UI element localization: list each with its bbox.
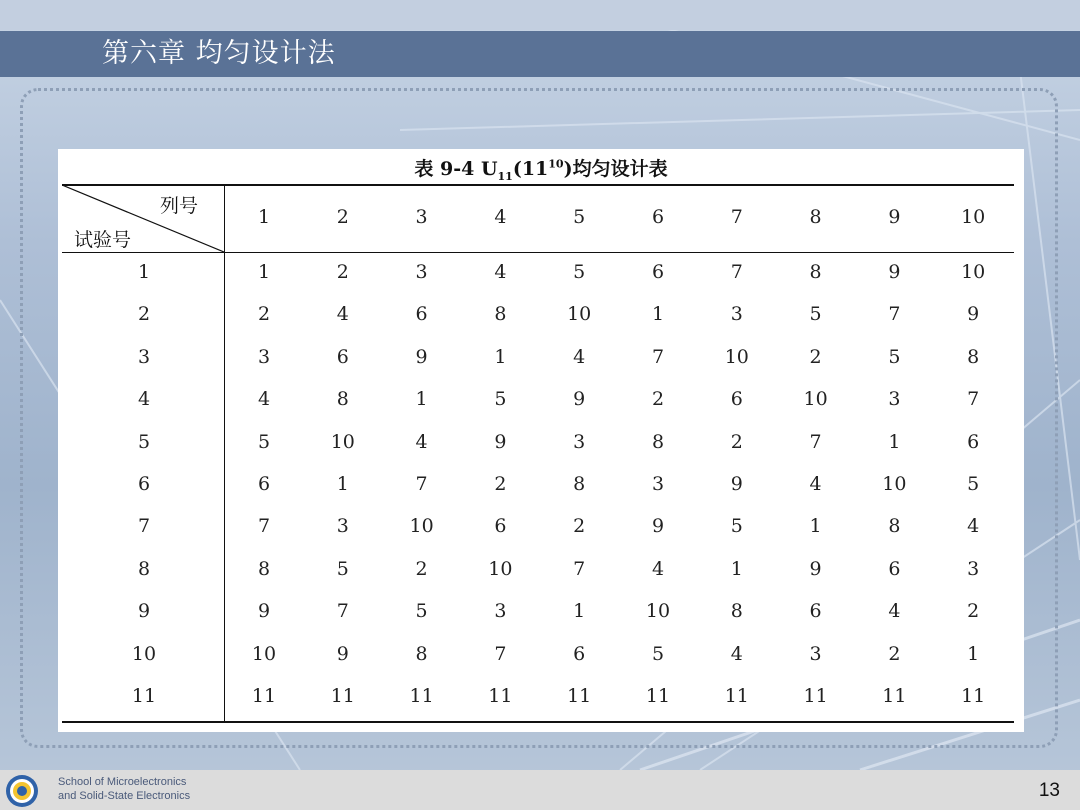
table-cell: 9 [573, 388, 586, 411]
table-cell: 5 [336, 557, 349, 580]
table-cell: 1 [730, 557, 743, 580]
table-cell: 1 [573, 600, 586, 623]
table-cell: 6 [888, 557, 901, 580]
slide-title: 第六章 均匀设计法 [102, 38, 336, 69]
row-label: 2 [137, 303, 151, 326]
school-name-line2: and Solid-State Electronics [58, 790, 191, 802]
table-cell: 6 [415, 303, 428, 326]
table-cell: 6 [730, 388, 743, 411]
table-cell: 10 [409, 515, 434, 538]
table-cell: 8 [573, 473, 586, 495]
table-cell: 8 [967, 345, 980, 368]
column-header: 10 [961, 206, 986, 228]
column-header: 2 [336, 206, 349, 228]
table-cell: 9 [494, 430, 507, 453]
table-cell: 7 [809, 430, 822, 453]
table-cell: 9 [257, 600, 271, 623]
table-header-rule [62, 252, 1014, 253]
uniform-design-table [58, 149, 1024, 732]
table-cell: 5 [257, 430, 271, 453]
table-cell: 6 [257, 473, 271, 495]
row-label: 8 [137, 557, 151, 580]
table-cell: 11 [409, 685, 434, 707]
table-cell: 9 [730, 473, 743, 495]
table-cell: 5 [730, 515, 743, 538]
table-cell: 11 [645, 685, 671, 707]
table-cell: 4 [573, 345, 586, 368]
table-cell: 3 [888, 388, 901, 411]
table-cell: 3 [809, 642, 822, 665]
table-cell: 3 [494, 600, 507, 623]
column-header: 4 [494, 206, 507, 228]
table-cell: 8 [494, 303, 507, 326]
table-cell: 8 [415, 642, 428, 665]
table-cell: 5 [809, 303, 822, 326]
table-cell: 3 [651, 473, 665, 495]
table-cell: 3 [730, 303, 743, 326]
row-header-label: 试验号 [74, 229, 132, 251]
table-cell: 2 [573, 515, 586, 538]
table-cell: 4 [888, 600, 901, 623]
table-cell: 2 [415, 557, 428, 580]
table-cell: 7 [257, 515, 271, 538]
table-cell: 9 [967, 303, 980, 326]
table-cell: 3 [573, 430, 586, 453]
table-cell: 1 [336, 473, 349, 495]
table-cell: 8 [336, 388, 349, 411]
table-cell: 10 [567, 303, 592, 326]
column-header: 3 [415, 206, 428, 228]
university-seal-icon [5, 774, 39, 808]
page-number: 13 [1038, 780, 1060, 801]
table-caption: 表 9-4 $U_{11}(11^{10})$均匀设计表 [414, 157, 668, 183]
table-cell: 2 [494, 473, 507, 495]
table-cell: 1 [967, 642, 980, 665]
table-cell: 11 [724, 685, 749, 707]
row-label: 10 [131, 642, 157, 665]
row-label: 9 [137, 600, 151, 623]
column-header: 5 [573, 206, 586, 228]
table-cell: 4 [257, 388, 271, 411]
table-cell: 9 [888, 261, 901, 283]
row-label: 11 [131, 685, 157, 707]
row-label: 6 [137, 473, 151, 495]
table-cell: 1 [257, 261, 271, 283]
table-cell: 7 [651, 345, 665, 368]
table-cell: 7 [967, 388, 980, 411]
table-cell: 1 [415, 388, 428, 411]
table-cell: 11 [330, 685, 355, 707]
school-name-line1: School of Microelectronics [58, 776, 187, 788]
table-cell: 4 [967, 515, 980, 538]
table-cell: 9 [651, 515, 665, 538]
table-cell: 5 [888, 345, 901, 368]
table-cell: 2 [967, 600, 980, 623]
table-cell: 1 [809, 515, 822, 538]
table-cell: 6 [651, 261, 665, 283]
table-cell: 8 [730, 600, 743, 623]
table-cell: 1 [494, 345, 507, 368]
table-bottom-rule [62, 721, 1014, 723]
table-cell: 5 [494, 388, 507, 411]
table-cell: 7 [888, 303, 901, 326]
column-header: 8 [809, 206, 822, 228]
table-cell: 9 [336, 642, 349, 665]
table-cell: 4 [336, 303, 349, 326]
table-cell: 11 [488, 685, 513, 707]
table-cell: 4 [415, 430, 428, 453]
table-cell: 2 [730, 430, 743, 453]
table-cell: 3 [967, 557, 980, 580]
table-cell: 4 [651, 557, 665, 580]
table-cell: 1 [888, 430, 901, 453]
table-cell: 9 [809, 557, 822, 580]
table-cell: 4 [809, 473, 822, 495]
table-cell: 4 [494, 261, 507, 283]
column-header: 6 [651, 206, 665, 228]
row-label: 3 [137, 345, 151, 368]
table-cell: 5 [573, 261, 586, 283]
table-cell: 10 [961, 261, 986, 283]
table-cell: 7 [336, 600, 349, 623]
table-cell: 9 [415, 345, 428, 368]
table-cell: 6 [573, 642, 586, 665]
table-cell: 10 [882, 473, 907, 495]
table-cell: 11 [961, 685, 986, 707]
table-cell: 10 [330, 430, 355, 453]
table-cell: 1 [651, 303, 665, 326]
table-cell: 5 [967, 473, 980, 495]
table-vertical-rule [224, 185, 225, 722]
row-label: 1 [137, 261, 151, 283]
table-cell: 4 [730, 642, 743, 665]
table-cell: 7 [573, 557, 586, 580]
column-header: 1 [257, 206, 271, 228]
row-label: 4 [137, 388, 151, 411]
table-cell: 3 [415, 261, 428, 283]
table-cell: 6 [336, 345, 349, 368]
table-cell: 8 [651, 430, 665, 453]
table-cell: 3 [257, 345, 271, 368]
table-cell: 7 [494, 642, 507, 665]
title-bar [0, 31, 1080, 77]
table-cell: 6 [809, 600, 822, 623]
top-strip [0, 0, 1080, 30]
column-header: 9 [888, 206, 901, 228]
footer [0, 770, 1080, 810]
column-header-label: 列号 [160, 195, 199, 217]
table-cell: 6 [967, 430, 980, 453]
table-cell: 2 [809, 345, 822, 368]
table-cell: 2 [336, 261, 349, 283]
table-cell: 8 [809, 261, 822, 283]
table-cell: 7 [415, 473, 428, 495]
table-cell: 11 [803, 685, 828, 707]
table-cell: 10 [645, 600, 671, 623]
table-cell: 2 [888, 642, 901, 665]
table-cell: 10 [488, 557, 513, 580]
table-cell: 5 [651, 642, 665, 665]
table-cell: 11 [882, 685, 907, 707]
table-cell: 10 [803, 388, 828, 411]
row-label: 7 [137, 515, 151, 538]
table-cell: 8 [888, 515, 901, 538]
table-cell: 2 [651, 388, 665, 411]
table-cell: 5 [415, 600, 428, 623]
column-header: 7 [730, 206, 743, 228]
row-label: 5 [137, 430, 151, 453]
table-cell: 10 [251, 642, 277, 665]
table-cell: 10 [724, 345, 749, 368]
table-cell: 8 [257, 557, 271, 580]
table-cell: 3 [336, 515, 349, 538]
table-cell: 7 [730, 261, 743, 283]
table-cell: 2 [257, 303, 271, 326]
table-cell: 6 [494, 515, 507, 538]
table-cell: 11 [251, 685, 277, 707]
table-cell: 11 [567, 685, 592, 707]
